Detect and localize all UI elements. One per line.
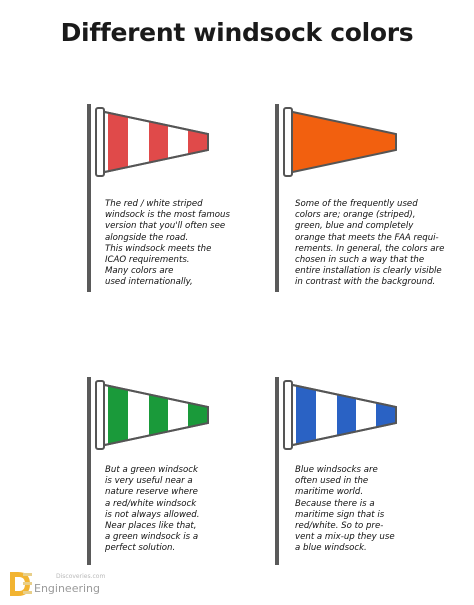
pole (275, 104, 279, 292)
logo-subtext: Discoveries.com (56, 573, 106, 580)
stripe (337, 395, 356, 435)
pole (87, 377, 91, 565)
stripe (149, 122, 168, 162)
collar (96, 108, 104, 176)
pole (87, 104, 91, 292)
collar (284, 381, 292, 449)
stripe (288, 111, 396, 173)
description-green: But a green windsock is very useful near a nature reserve where a red/white windsock is not always allowed. Near places like that, a green windsock is a perfect solution. (105, 465, 200, 554)
description-orange: Some of the frequently used colors are; orange (striped), green, blue and completely orange that meets the FAA requi- rements. In general, the colors are chosen in such a way that the entire installation is clearly visible in contrast with the background. (295, 199, 445, 288)
stripe (296, 386, 316, 444)
stripe (108, 386, 128, 444)
description-red: The red / white striped windsock is the most famous version that you'll often see alongside the road. This windsock meets the ICAO requirements. Many colors are used internationally, (105, 199, 230, 288)
stripe (149, 395, 168, 435)
collar (96, 381, 104, 449)
pole (275, 377, 279, 565)
logo-text: Engineering (34, 582, 100, 595)
collar (284, 108, 292, 176)
description-blue: Blue windsocks are often used in the maritime world. Because there is a maritime sign that is red/white. So to pre- vent a mix-up they use a blue windsock. (295, 465, 395, 554)
page-title: Different windsock colors (60, 18, 414, 47)
stripe (108, 113, 128, 171)
